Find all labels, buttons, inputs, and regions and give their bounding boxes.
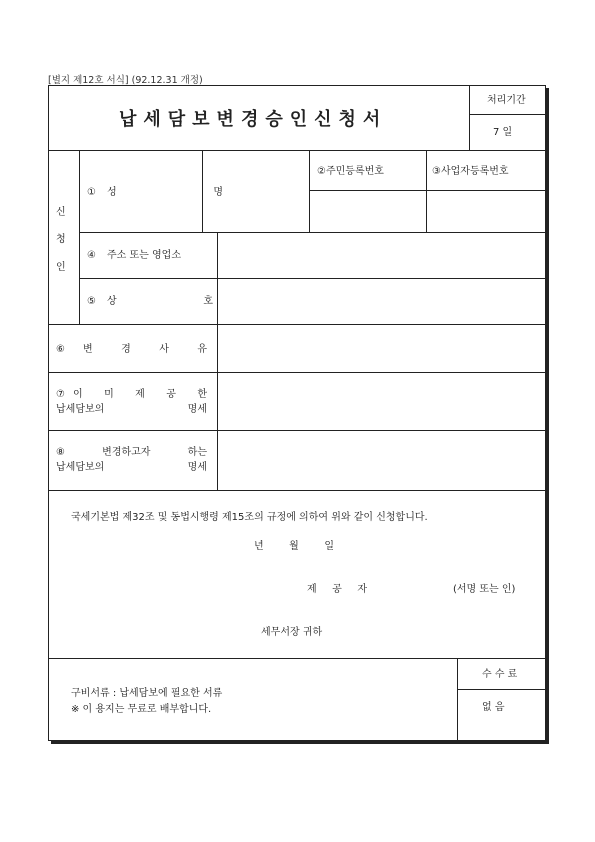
processing-period-value: 7 일 <box>493 127 513 138</box>
divider <box>49 150 547 151</box>
change-reason-label: 변 경 사 유 <box>83 344 207 355</box>
form-number-note: [별지 제12호 서식] (92.12.31 개정) <box>48 75 203 86</box>
divider <box>309 190 547 191</box>
fee-value: 없 음 <box>482 702 505 713</box>
divider <box>79 278 547 279</box>
trade-name-label: 상 호 <box>107 296 213 307</box>
provided-number: ⑦ <box>56 389 65 400</box>
required-documents: 구비서류 : 납세담보에 필요한 서류 <box>71 688 223 699</box>
name-label: 성 명 <box>107 187 223 198</box>
declaration-statement: 국세기본법 제32조 및 동법시행령 제15조의 규정에 의하여 위와 같이 신청합니다. <box>71 512 428 523</box>
business-number-label: ③사업자등록번호 <box>432 166 509 177</box>
trade-name-number: ⑤ <box>87 296 96 307</box>
divider <box>469 86 470 150</box>
change-label-line1: ⑧ 변경하고자 하는 <box>56 447 207 458</box>
divider <box>49 372 547 373</box>
address-number: ④ <box>87 250 96 261</box>
signature-label: (서명 또는 인) <box>453 584 516 595</box>
provider-label: 제 공 자 <box>307 584 367 595</box>
address-label: 주소 또는 영업소 <box>107 250 181 261</box>
divider <box>49 658 547 659</box>
divider <box>49 430 547 431</box>
provided-label-line1: 이 미 제 공 한 <box>73 389 207 400</box>
divider <box>49 490 547 491</box>
reason-number: ⑥ <box>56 344 65 355</box>
fee-label: 수 수 료 <box>482 669 518 680</box>
recipient-label: 세무서장 귀하 <box>261 627 323 638</box>
divider <box>217 324 218 490</box>
date-line: 년 월 일 <box>254 541 334 552</box>
divider <box>79 232 547 233</box>
divider <box>469 114 547 115</box>
applicant-side-char: 인 <box>56 262 66 273</box>
divider <box>49 324 547 325</box>
processing-period-label: 처리기간 <box>487 95 526 106</box>
change-label-line2: 납세담보의 명세 <box>56 462 207 473</box>
provided-label-line2: 납세담보의 명세 <box>56 404 207 415</box>
divider <box>309 150 310 232</box>
divider <box>79 150 80 324</box>
divider <box>426 150 427 232</box>
resident-number-label: ②주민등록번호 <box>317 166 384 177</box>
applicant-side-char: 신 <box>56 207 66 218</box>
divider <box>457 689 547 690</box>
form-title: 납세담보변경승인신청서 <box>119 109 388 130</box>
divider <box>457 658 458 742</box>
divider <box>202 150 203 232</box>
free-distribution-notice: ※ 이 용지는 무료로 배부합니다. <box>71 704 212 715</box>
name-number: ① <box>87 187 96 198</box>
application-form <box>48 85 546 741</box>
applicant-side-char: 청 <box>56 234 66 245</box>
